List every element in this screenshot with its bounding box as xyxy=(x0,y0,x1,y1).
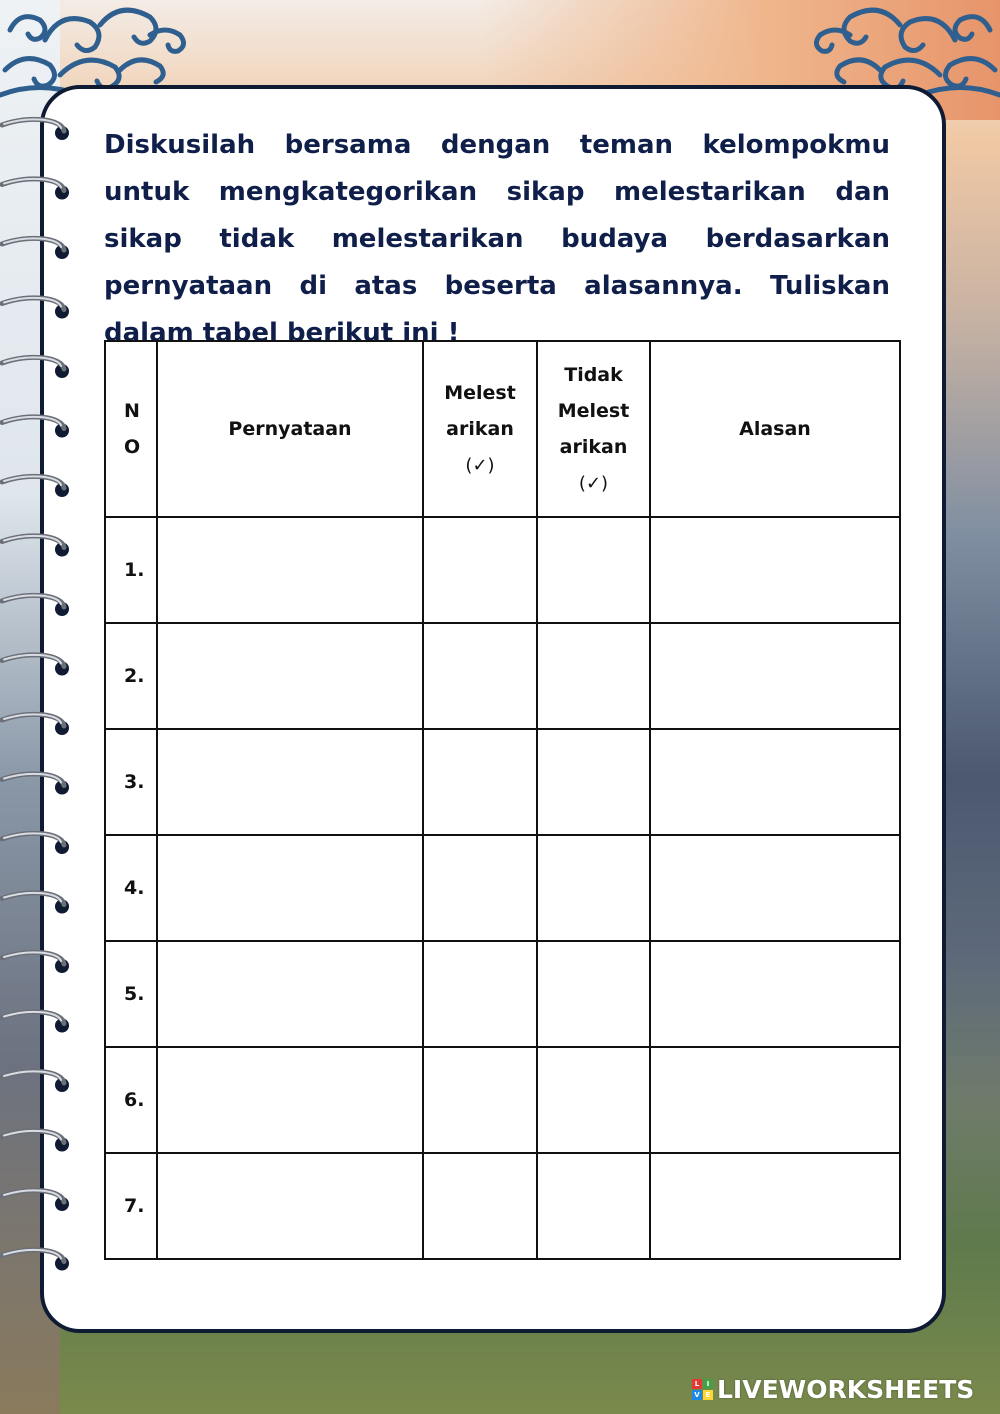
melestarikan-check-cell[interactable] xyxy=(423,1153,537,1259)
row-number: 1. xyxy=(105,517,157,623)
spiral-ring-icon xyxy=(2,774,69,795)
header-tidak-melestarikan: Tidak Melestarikan (✓) xyxy=(537,341,650,517)
spiral-ring-icon xyxy=(2,179,69,200)
spiral-ring-icon xyxy=(2,1250,69,1271)
melestarikan-check-cell[interactable] xyxy=(423,517,537,623)
spiral-ring-icon xyxy=(2,238,69,259)
header-melestarikan: Melestarikan (✓) xyxy=(423,341,537,517)
pernyataan-cell[interactable] xyxy=(157,941,423,1047)
pernyataan-cell[interactable] xyxy=(157,517,423,623)
spiral-ring-icon xyxy=(2,1012,69,1033)
melestarikan-check-cell[interactable] xyxy=(423,941,537,1047)
table-row xyxy=(105,1047,900,1153)
row-number: 2. xyxy=(105,623,157,729)
melestarikan-check-cell[interactable] xyxy=(423,729,537,835)
spiral-ring-icon xyxy=(2,833,69,854)
tidak-melestarikan-check-cell[interactable] xyxy=(537,1153,650,1259)
table-header-row xyxy=(105,341,900,517)
table-row xyxy=(105,835,900,941)
melestarikan-check-cell[interactable] xyxy=(423,835,537,941)
alasan-cell[interactable] xyxy=(650,835,900,941)
pernyataan-cell[interactable] xyxy=(157,835,423,941)
categorization-table xyxy=(104,340,901,1260)
liveworksheets-logo-icon xyxy=(692,1374,974,1404)
instructions-text: Diskusilah bersama dengan teman kelompokmu untuk mengkategorikan sikap melestarikan dan sikap tidak melestarikan budaya berdasarkan pernyataan di atas beserta alasannya. Tuliskan dalam tabel berikut ini ! xyxy=(104,130,890,348)
logo-mark: L I V E xyxy=(692,1379,713,1400)
tidak-melestarikan-check-cell[interactable] xyxy=(537,835,650,941)
pernyataan-cell[interactable] xyxy=(157,1047,423,1153)
spiral-binding xyxy=(0,110,80,1320)
logo-text: LIVEWORKSHEETS xyxy=(717,1374,975,1404)
spiral-ring-icon xyxy=(2,655,69,676)
row-number: 6. xyxy=(105,1047,157,1153)
table-row xyxy=(105,623,900,729)
tidak-melestarikan-check-cell[interactable] xyxy=(537,729,650,835)
row-number: 5. xyxy=(105,941,157,1047)
tidak-melestarikan-check-cell[interactable] xyxy=(537,623,650,729)
alasan-cell[interactable] xyxy=(650,1153,900,1259)
table-row xyxy=(105,517,900,623)
alasan-cell[interactable] xyxy=(650,941,900,1047)
melestarikan-check-cell[interactable] xyxy=(423,623,537,729)
alasan-cell[interactable] xyxy=(650,1047,900,1153)
spiral-ring-icon xyxy=(2,595,69,616)
spiral-ring-icon xyxy=(2,1071,69,1092)
row-number: 7. xyxy=(105,1153,157,1259)
spiral-ring-icon xyxy=(2,357,69,378)
pernyataan-cell[interactable] xyxy=(157,1153,423,1259)
header-alasan: Alasan xyxy=(650,341,900,517)
alasan-cell[interactable] xyxy=(650,517,900,623)
spiral-ring-icon xyxy=(2,714,69,735)
alasan-cell[interactable] xyxy=(650,729,900,835)
header-pernyataan: Pernyataan xyxy=(157,341,423,517)
pernyataan-cell[interactable] xyxy=(157,729,423,835)
table-row xyxy=(105,1153,900,1259)
tidak-melestarikan-check-cell[interactable] xyxy=(537,517,650,623)
spiral-ring-icon xyxy=(2,476,69,497)
spiral-ring-icon xyxy=(2,893,69,914)
spiral-ring-icon xyxy=(2,1190,69,1211)
table-row xyxy=(105,941,900,1047)
tidak-melestarikan-check-cell[interactable] xyxy=(537,1047,650,1153)
spiral-ring-icon xyxy=(2,1131,69,1152)
header-no: NO xyxy=(105,341,157,517)
check-mark-icon: (✓) xyxy=(578,472,609,494)
check-mark-icon: (✓) xyxy=(465,454,495,476)
row-number: 3. xyxy=(105,729,157,835)
table-row xyxy=(105,729,900,835)
pernyataan-cell[interactable] xyxy=(157,623,423,729)
spiral-ring-icon xyxy=(2,536,69,557)
melestarikan-check-cell[interactable] xyxy=(423,1047,537,1153)
row-number: 4. xyxy=(105,835,157,941)
alasan-cell[interactable] xyxy=(650,623,900,729)
spiral-ring-icon xyxy=(2,417,69,438)
spiral-ring-icon xyxy=(2,119,69,140)
spiral-ring-icon xyxy=(2,298,69,319)
spiral-ring-icon xyxy=(2,952,69,973)
tidak-melestarikan-check-cell[interactable] xyxy=(537,941,650,1047)
